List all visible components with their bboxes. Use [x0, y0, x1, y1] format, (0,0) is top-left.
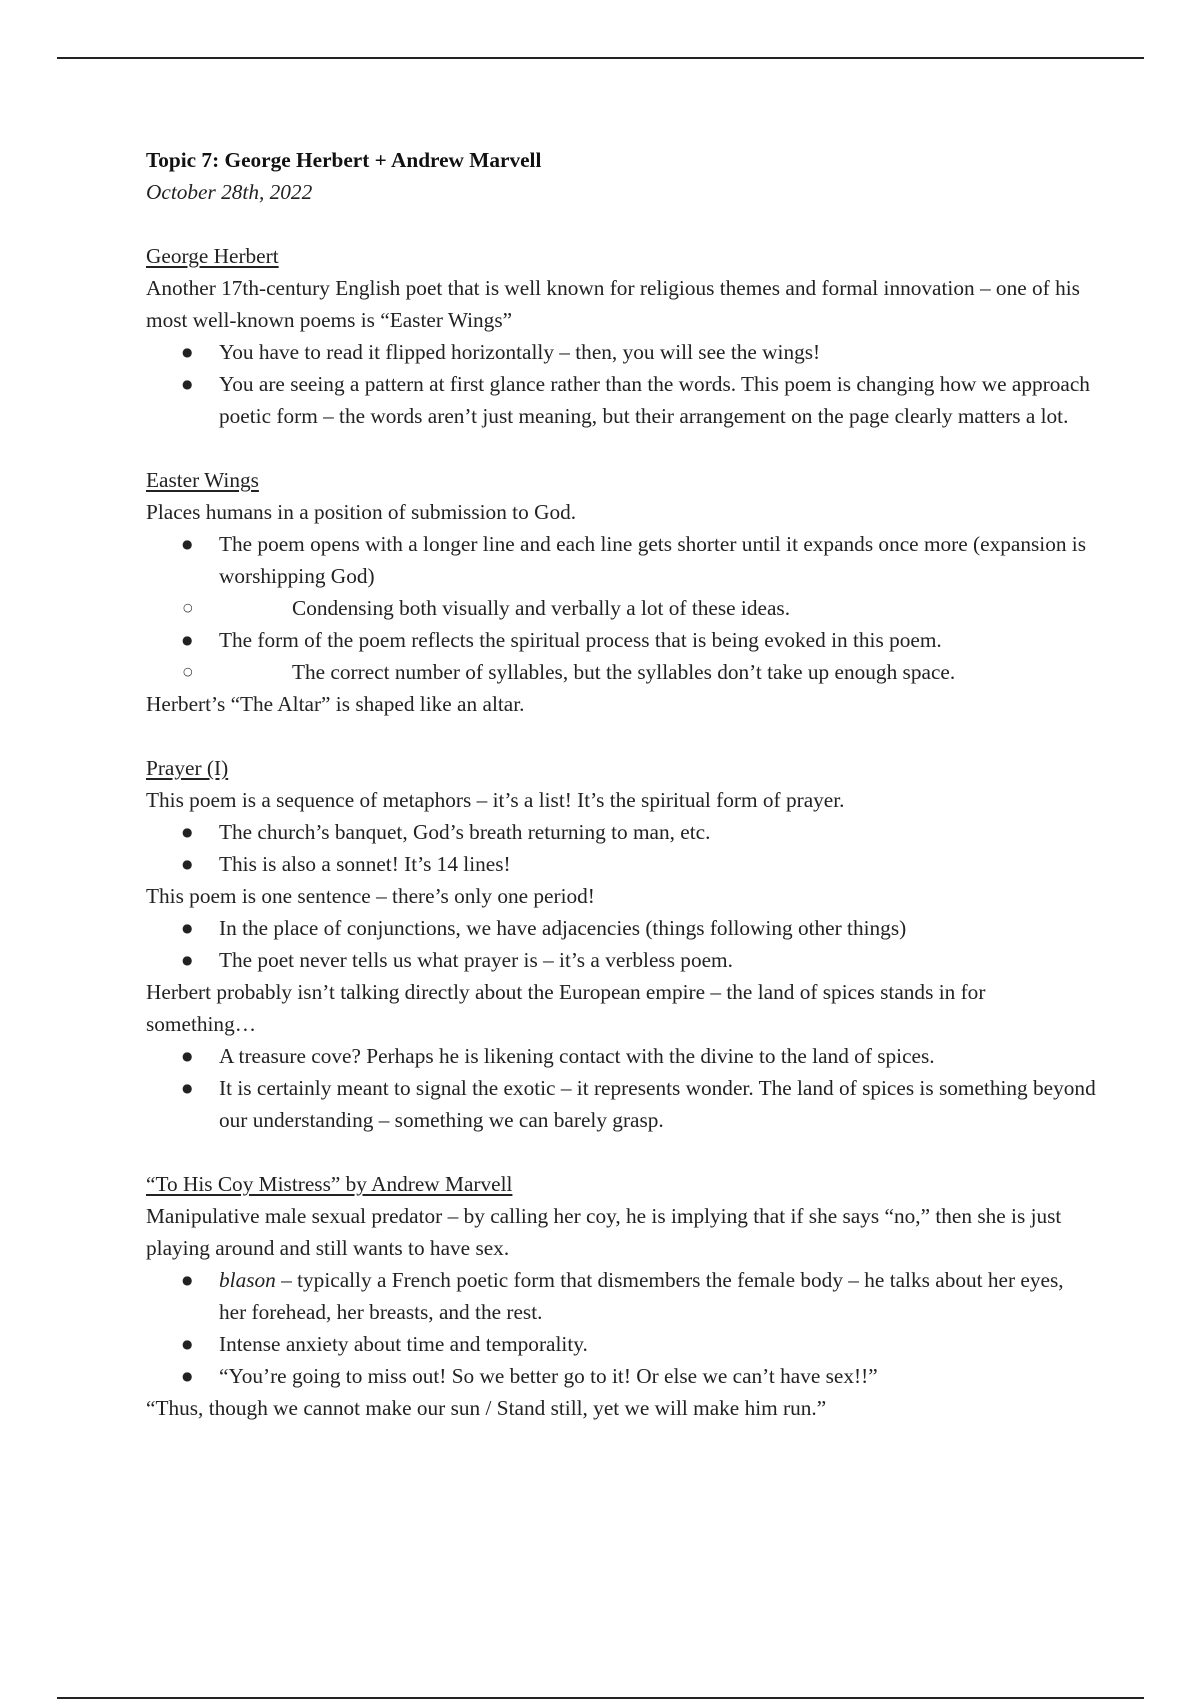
- list-item: [146, 528, 1096, 624]
- list-item: ● This is also a sonnet! It’s 14 lines!: [146, 848, 1096, 880]
- list-item-text: The form of the poem reflects the spiritual process that is being evoked in this poem.: [219, 628, 942, 652]
- list-item-text: The poem opens with a longer line and each line gets shorter until it expands once more (expansion is worshipping God): [219, 532, 1087, 588]
- document-date: October 28th, 2022: [146, 180, 313, 204]
- list-item: ● Intense anxiety about time and temporality.: [146, 1328, 1096, 1360]
- paragraph: Herbert’s “The Altar” is shaped like an altar.: [146, 692, 525, 716]
- section-easter-wings: [146, 464, 1096, 720]
- list-item: [146, 1264, 1096, 1328]
- list-item: ● In the place of conjunctions, we have adjacencies (things following other things): [146, 912, 1096, 944]
- section-heading: George Herbert: [146, 244, 279, 268]
- document-title: Topic 7: George Herbert + Andrew Marvell: [146, 148, 542, 172]
- top-rule: [57, 57, 1144, 59]
- section-heading: Prayer (I): [146, 756, 229, 780]
- section-heading: “To His Coy Mistress” by Andrew Marvell: [146, 1172, 513, 1196]
- section-george-herbert: [146, 240, 1096, 432]
- list-item: ● “You’re going to miss out! So we better go to it! Or else we can’t have sex!!”: [146, 1360, 1096, 1392]
- list-item-text: – typically a French poetic form that dismembers the female body – he talks about her eyes, her forehead, her breasts, and the rest.: [219, 1268, 1064, 1324]
- sub-list-item: ○ The correct number of syllables, but the syllables don’t take up enough space.: [146, 656, 1096, 688]
- bottom-rule: [57, 1697, 1144, 1699]
- paragraph: Another 17th-century English poet that is well known for religious themes and formal innovation – one of his most well-known poems is “Easter Wings”: [146, 276, 1080, 332]
- bullet-list: [146, 528, 1096, 688]
- bullet-list: [146, 1040, 1096, 1136]
- paragraph: This poem is one sentence – there’s only one period!: [146, 884, 595, 908]
- paragraph: Places humans in a position of submission to God.: [146, 500, 577, 524]
- bullet-list: [146, 912, 1096, 976]
- section-prayer: [146, 752, 1096, 1136]
- sub-list-item: ○ Condensing both visually and verbally a lot of these ideas.: [146, 592, 1096, 624]
- sub-bullet-list: [146, 656, 1096, 688]
- paragraph: Manipulative male sexual predator – by calling her coy, he is implying that if she says “no,” then she is just playing around and still wants to have sex.: [146, 1204, 1062, 1260]
- list-item: ● It is certainly meant to signal the exotic – it represents wonder. The land of spices is something beyond our understanding – something we can barely grasp.: [146, 1072, 1096, 1136]
- document-page: [146, 144, 1096, 1424]
- paragraph: “Thus, though we cannot make our sun / Stand still, yet we will make him run.”: [146, 1396, 827, 1420]
- sub-bullet-list: [146, 592, 1096, 624]
- list-item: ● The church’s banquet, God’s breath returning to man, etc.: [146, 816, 1096, 848]
- bullet-list: [146, 816, 1096, 880]
- section-heading: Easter Wings: [146, 468, 259, 492]
- italic-term: blason: [219, 1268, 276, 1292]
- bullet-list: [146, 336, 1096, 432]
- list-item: ● You are seeing a pattern at first glance rather than the words. This poem is changing how we approach poetic form – the words aren’t just meaning, but their arrangement on the page clearly matters a lot.: [146, 368, 1096, 432]
- list-item: ● You have to read it flipped horizontally – then, you will see the wings!: [146, 336, 1096, 368]
- paragraph: Herbert probably isn’t talking directly about the European empire – the land of spices stands in for something…: [146, 980, 986, 1036]
- list-item: ● A treasure cove? Perhaps he is likening contact with the divine to the land of spices.: [146, 1040, 1096, 1072]
- list-item: [146, 624, 1096, 688]
- list-item: ● The poet never tells us what prayer is – it’s a verbless poem.: [146, 944, 1096, 976]
- bullet-list: [146, 1264, 1096, 1392]
- paragraph: This poem is a sequence of metaphors – it’s a list! It’s the spiritual form of prayer.: [146, 788, 845, 812]
- section-coy-mistress: [146, 1168, 1096, 1424]
